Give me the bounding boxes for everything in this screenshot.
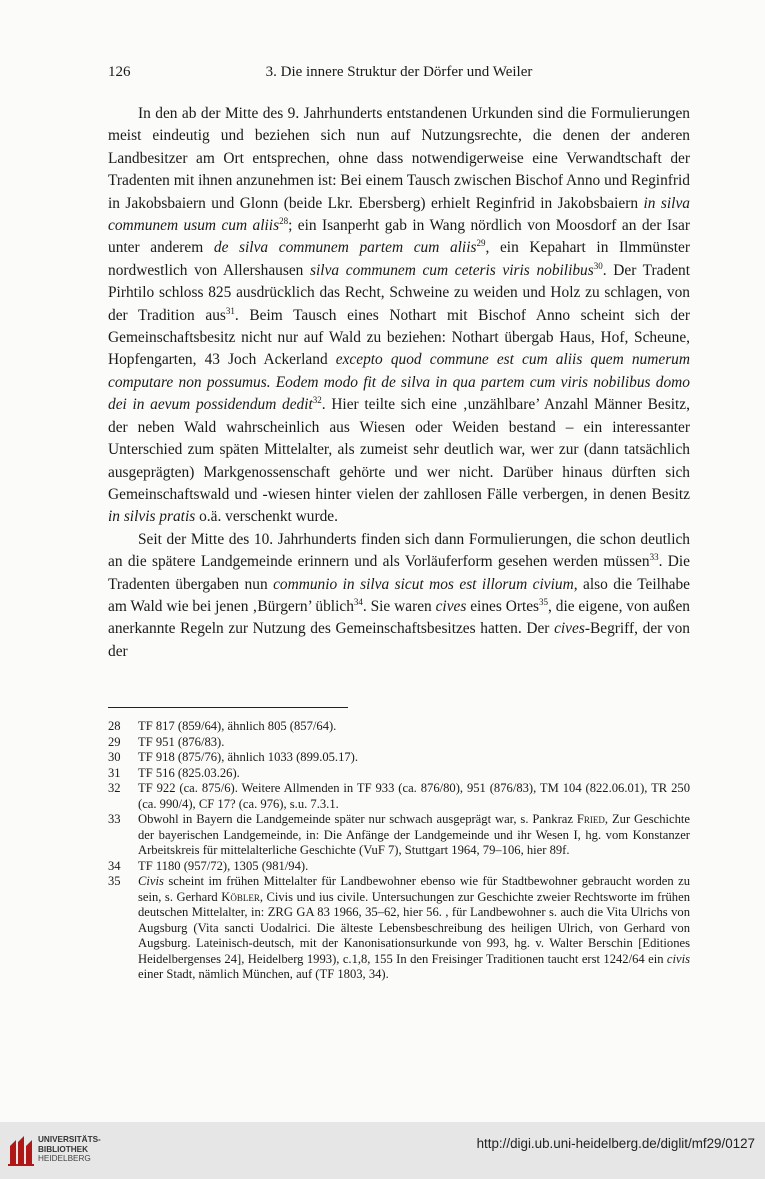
italic-text: communio in silva sicut mos est illorum civium <box>273 575 574 593</box>
italic-text: excepto quod commune est cum aliis quem numerum computare non possumus. Eodem modo fit de silva in qua partem cum viris nobilibus domo dei in aevum possidendum dedit <box>108 351 690 414</box>
footnote-number: 30 <box>108 750 121 764</box>
footnote-ref[interactable]: 28 <box>279 216 289 227</box>
text-run: ; ein Isanperht gab in Wang nördlich von Moosdorf an der Isar unter anderem <box>108 217 690 257</box>
text-run: TF 951 (876/83). <box>138 734 225 749</box>
footnote-number: 31 <box>108 765 121 780</box>
text-run: , die eigene, von außen anerkannte Regeln zur Nutzung des Gemeinschaftsbesitzes hatten. Der <box>108 597 690 638</box>
italic-text: in silvis pratis <box>108 508 196 526</box>
footnote-ref[interactable]: 32 <box>312 395 322 406</box>
footnote-text <box>138 719 690 735</box>
viewer-footer <box>0 1122 765 1179</box>
text-run: TF 1180 (957/72), 1305 (981/94). <box>138 858 309 873</box>
text-run: . Beim Tausch eines Nothart mit Bischof Anno scheint sich der Gemeinschaftsbesitz nicht nur auf Wald zu beziehen: Nothart übergab Haus, Hof, Scheune, Hopfengarten, 43 Joch Ackerland <box>108 306 690 369</box>
footnote <box>108 812 690 859</box>
text-run: . Hier teilte sich eine ‚unzählbare’ Anzahl Männer Besitz, der neben Wald wahrscheinlich aus Wiesen oder Weiden bestand – ein interessanter Unterschied zum späten Mittelalter, als zumeist sehr deutlich war, wer zur (dann tatsächlich ausgeprägten) Markgenossenschaft gehörte und wer nicht. Darüber hinaus dürften sich Gemeinschaftswald und -wiesen hinter vielen der zahllosen Fälle verbergen, in denen Besitz <box>108 396 690 503</box>
text-run: Seit der Mitte des 10. Jahrhunderts finden sich dann Formulierungen, die schon deutlich an die spätere Landgemeinde erinnern und als Vorläuferform gesehen werden müssen <box>108 530 690 571</box>
running-title: 3. Die innere Struktur der Dörfer und Weiler <box>265 64 533 80</box>
text-run: . Die Tradenten übergaben nun <box>108 553 690 593</box>
footnote <box>108 735 690 751</box>
paragraph <box>108 103 690 529</box>
text-run: , Civis und ius civile. Untersuchungen zur Geschichte zweier Rechtsworte im frühen deutschen Mittelalter, in: ZRG GA 83 1966, 35–62, hier 56. , für Landbewohner s. auch die Vita Ulrichs von Augsburg (Vita sancti Uodalrici. Die älteste Lebensbeschreibung des heiligen Ulrich, von Gerhard von Augsburg. Lateinisch-deutsch, mit der Kanonisationsurkunde von 993, hg. v. Walter Berschin [Editiones Heidelbergenses 24], Heidelberg 1993), c.1,8, 155 In den Freisinger Traditionen taucht erst 1242/64 ein <box>138 889 690 966</box>
library-name-line: BIBLIOTHEK <box>38 1144 89 1154</box>
footnote-ref[interactable]: 35 <box>539 596 549 607</box>
footnote-ref[interactable]: 33 <box>649 552 659 563</box>
text-run: scheint im frühen Mittelalter für Landbewohner ebenso wie für Stadtbewohner gebraucht worden zu sein, s. Gerhard <box>138 874 690 904</box>
footnote-text <box>138 812 690 859</box>
footnote-number: 32 <box>108 781 121 795</box>
footnote-text <box>138 735 690 751</box>
italic-text: in silva communem usum cum aliis <box>108 194 690 235</box>
footnote-text <box>138 874 690 983</box>
footnote-ref[interactable]: 30 <box>593 260 603 271</box>
library-name-line: UNIVERSITÄTS- <box>38 1135 101 1144</box>
text-run: TF 922 (ca. 875/6). Weitere Allmenden in TF 933 (ca. 876/80), 951 (876/83), TM 104 (822.06.01), TR 250 (ca. 990/4), CF 17? (ca. 976), s.u. 7.3.1. <box>138 781 690 811</box>
text-run: Obwohl in Bayern die Landgemeinde später nur schwach ausgeprägt war, s. Pankraz <box>138 812 577 826</box>
text-run: . Sie waren <box>362 597 436 615</box>
footnote-ref[interactable]: 29 <box>476 238 486 249</box>
italic-text: de silva communem partem cum aliis <box>213 239 477 257</box>
footnote-number: 29 <box>108 734 121 749</box>
text-run: . Der Tradent Pirhtilo schloss 825 ausdrücklich das Recht, Schweine zu weiden und Holz zu schlagen, von der Tradition aus <box>108 261 690 324</box>
footnote <box>108 766 690 782</box>
library-name-line: HEIDELBERG <box>38 1154 91 1164</box>
footnote-text <box>138 859 690 875</box>
text-run: In den ab der Mitte des 9. Jahrhunderts entstandenen Urkunden sind die Formulierungen meist eindeutig und beziehen sich nun auf Nutzungsrechte, die denen der anderen Landbesitzer am Ort entsprechen, ohne dass notwendigerweise eine Verwandtschaft der Tradenten mit ihnen anzunehmen ist: Bei einem Tausch zwischen Bischof Anno und Reginfrid in Jakobsbaiern und Glonn (beide Lkr. Ebersberg) erhielt Reginfrid in Jakobsbaiern <box>108 105 690 212</box>
footnotes <box>108 719 690 983</box>
paragraph <box>108 529 690 663</box>
footnote-number: 33 <box>108 812 121 826</box>
author-name: Köbler <box>221 889 260 904</box>
footnote-text <box>138 766 690 782</box>
text-run: TF 918 (875/76), ähnlich 1033 (899.05.17). <box>138 750 359 764</box>
text-run: einer Stadt, nämlich München, auf (TF 1803, 34). <box>138 967 389 981</box>
footnote-text <box>138 781 690 812</box>
running-head <box>108 64 690 84</box>
footnote <box>108 750 690 766</box>
italic-text: cives <box>554 620 585 638</box>
footnote-number: 34 <box>108 858 121 873</box>
footnote-number: 28 <box>108 719 121 733</box>
footnote-ref[interactable]: 31 <box>225 305 235 316</box>
italic-text: Civis <box>138 874 164 888</box>
footnote-ref[interactable]: 34 <box>353 596 363 607</box>
text-run: , Zur Geschichte der bayerischen Landgemeinde, in: Die Anfänge der Landgemeinde und ihr Wesen I, hg. vom Konstanzer Arbeitskreis für mittelalterliche Geschichte (VuF 7), Stuttgart 1964, 79–106, hier 89f. <box>138 812 691 857</box>
italic-text: silva communem cum ceteris viris nobilibus <box>310 261 594 279</box>
footnote-text <box>138 750 690 766</box>
footnote <box>108 719 690 735</box>
footnote <box>108 859 690 875</box>
footnote-number: 35 <box>108 874 121 888</box>
italic-text: cives <box>435 597 467 615</box>
text-run: , also die Teilhabe am Wald wie bei jenen ‚Bürgern’ üblich <box>108 575 690 615</box>
library-name <box>38 1135 101 1164</box>
footnote <box>108 874 690 983</box>
page-number: 126 <box>108 64 131 80</box>
text-run: o.ä. verschenkt wurde. <box>195 508 338 526</box>
library-logo[interactable] <box>8 1133 118 1169</box>
text-run: TF 817 (859/64), ähnlich 805 (857/64). <box>138 719 337 733</box>
text-run: , ein Kepahart in Ilmmünster nordwestlich von Allershausen <box>108 239 690 279</box>
footnote-separator <box>108 707 348 708</box>
footnote <box>108 781 690 812</box>
author-name: Fried <box>576 812 605 826</box>
body-text <box>108 103 690 663</box>
italic-text: civis <box>666 951 690 966</box>
text-run: -Begriff, der von der <box>108 620 690 660</box>
text-run: eines Ortes <box>466 597 540 615</box>
permalink-url[interactable]: http://digi.ub.uni-heidelberg.de/diglit/mf29/0127 <box>476 1136 755 1151</box>
library-logo-icon <box>8 1134 34 1166</box>
text-run: TF 516 (825.03.26). <box>138 765 240 780</box>
